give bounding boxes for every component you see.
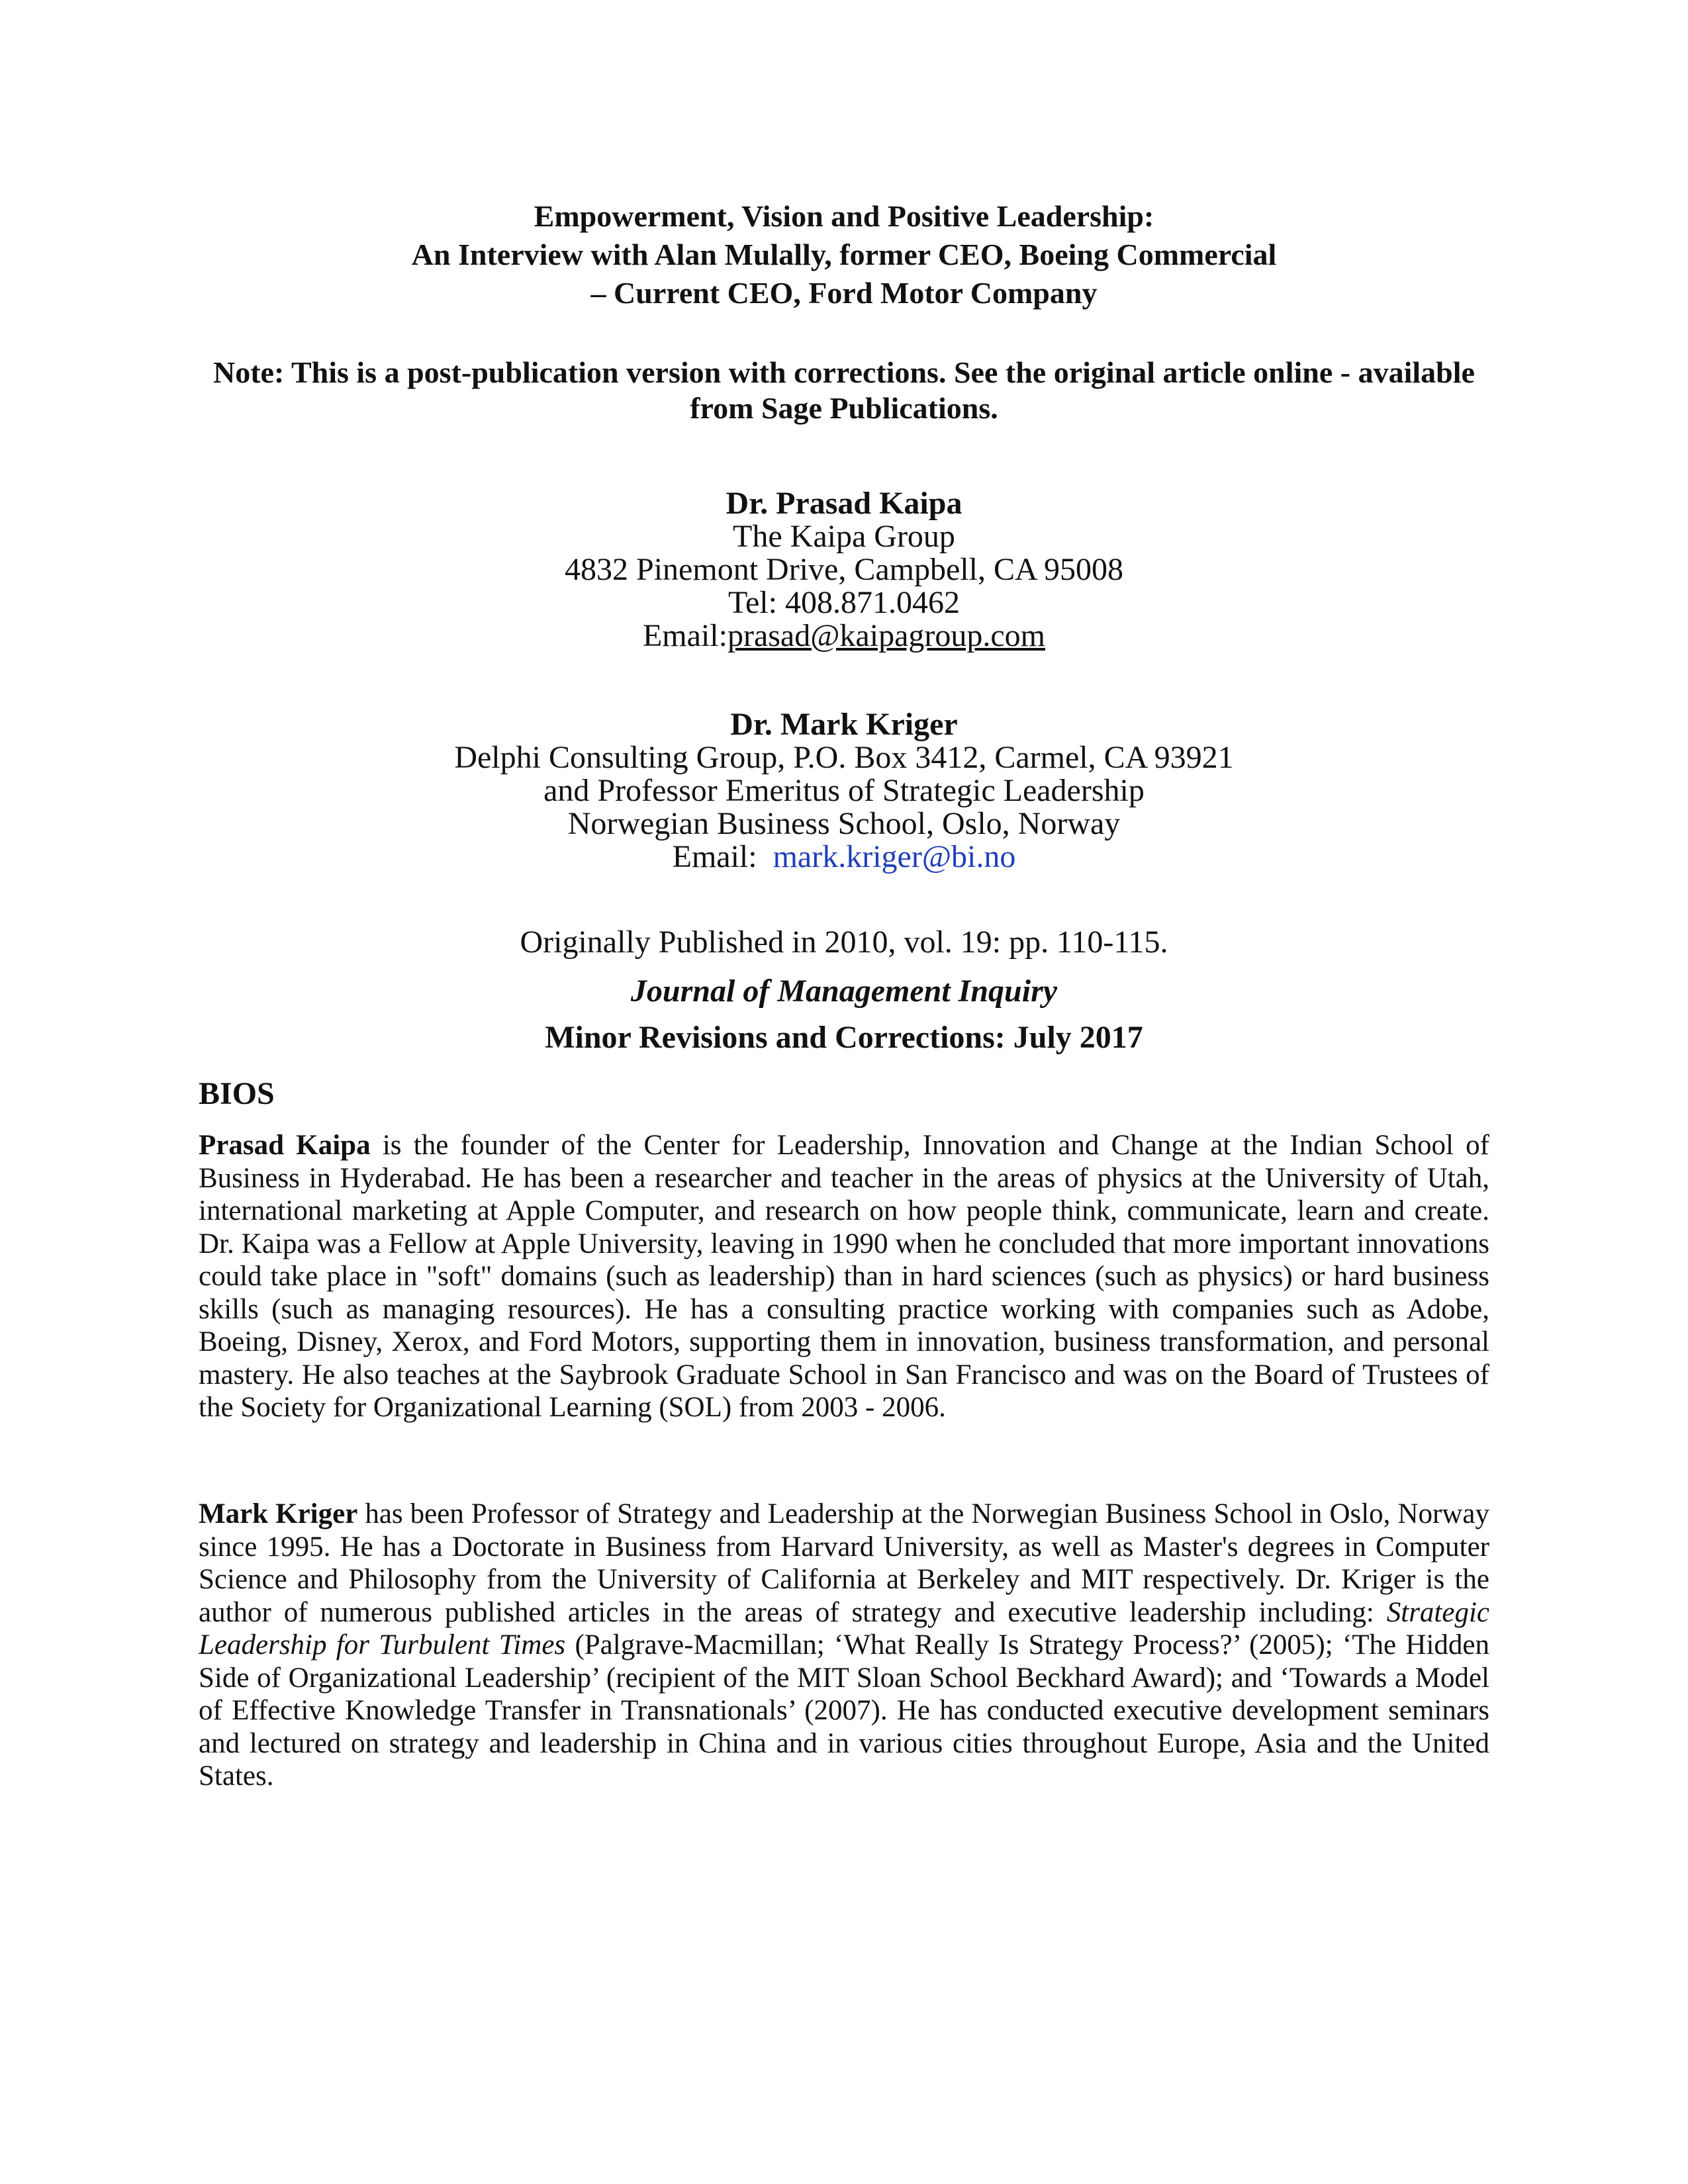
document-title <box>199 197 1489 312</box>
title-line-2: An Interview with Alan Mulally, former CEO, Boeing Commercial <box>411 238 1277 271</box>
bios-heading: BIOS <box>199 1076 275 1111</box>
bio-name: Mark Kriger <box>199 1498 358 1529</box>
bio-paragraph-kriger <box>199 1498 1489 1793</box>
author-organization: The Kaipa Group <box>733 519 955 554</box>
author-position: and Professor Emeritus of Strategic Leadership <box>543 773 1145 808</box>
bio-paragraph-kaipa <box>199 1129 1489 1424</box>
author-block-kaipa <box>199 487 1489 653</box>
email-label: Email: <box>642 618 727 653</box>
author-block-kriger <box>199 708 1489 874</box>
author-address: 4832 Pinemont Drive, Campbell, CA 95008 <box>565 552 1123 587</box>
publication-info: Originally Published in 2010, vol. 19: pp. 110-115. <box>520 925 1168 960</box>
author-email-link[interactable]: mark.kriger@bi.no <box>773 839 1016 874</box>
title-line-1: Empowerment, Vision and Positive Leadership: <box>534 199 1154 233</box>
bio-text: has been Professor of Strategy and Leadership at the Norwegian Business School in Oslo, Norway since 1995. He has a Doctorate in Business from Harvard University, as well as Master's degrees in Computer Science and Philosophy from the University of California at Berkeley and MIT respectively. Dr. Kriger is the author of numerous published articles in the areas of strategy and executive leadership including: <box>199 1498 1489 1628</box>
author-name: Dr. Prasad Kaipa <box>726 486 962 521</box>
book-title: Strategic Leadership for Turbulent Times <box>199 1596 1489 1661</box>
author-telephone: Tel: 408.871.0462 <box>728 585 960 620</box>
author-email-link[interactable]: prasad@kaipagroup.com <box>727 618 1045 653</box>
author-school: Norwegian Business School, Oslo, Norway <box>567 806 1121 841</box>
bio-text-continued: (Palgrave-Macmillan; ‘What Really Is Strategy Process?’ (2005); ‘The Hidden Side of Organizational Leadership’ (recipient of the MIT Sloan School Beckhard Award); and ‘Towards a Model of Effective Knowledge Transfer in Transnationals’ (2007). He has conducted executive development seminars and lectured on strategy and leadership in China and in various cities throughout Europe, Asia and the United States. <box>199 1629 1489 1792</box>
bio-text: is the founder of the Center for Leadership, Innovation and Change at the Indian School of Business in Hyderabad. He has been a researcher and teacher in the areas of physics at the University of Utah, international marketing at Apple Computer, and research on how people think, communicate, learn and create. Dr. Kaipa was a Fellow at Apple University, leaving in 1990 when he concluded that more important innovations could take place in "soft" domains (such as leadership) than in hard sciences (such as physics) or hard business skills (such as managing resources). He has a consulting practice working with companies such as Adobe, Boeing, Disney, Xerox, and Ford Motors, supporting them in innovation, business transformation, and personal mastery. He also teaches at the Saybrook Graduate School in San Francisco and was on the Board of Trustees of the Society for Organizational Learning (SOL) from 2003 - 2006. <box>199 1130 1489 1423</box>
bio-name: Prasad Kaipa <box>199 1130 371 1161</box>
author-organization: Delphi Consulting Group, P.O. Box 3412, Carmel, CA 93921 <box>454 740 1234 775</box>
journal-name: Journal of Management Inquiry <box>630 974 1058 1009</box>
author-email-line <box>199 619 1489 653</box>
author-email-line <box>199 841 1489 874</box>
title-line-3: – Current CEO, Ford Motor Company <box>590 276 1098 310</box>
correction-note: Note: This is a post-publication version with corrections. See the original article online - available from Sage Publications. <box>213 355 1475 425</box>
author-name: Dr. Mark Kriger <box>730 707 958 742</box>
revision-date: Minor Revisions and Corrections: July 2017 <box>545 1020 1143 1055</box>
email-label: Email: <box>672 839 773 874</box>
